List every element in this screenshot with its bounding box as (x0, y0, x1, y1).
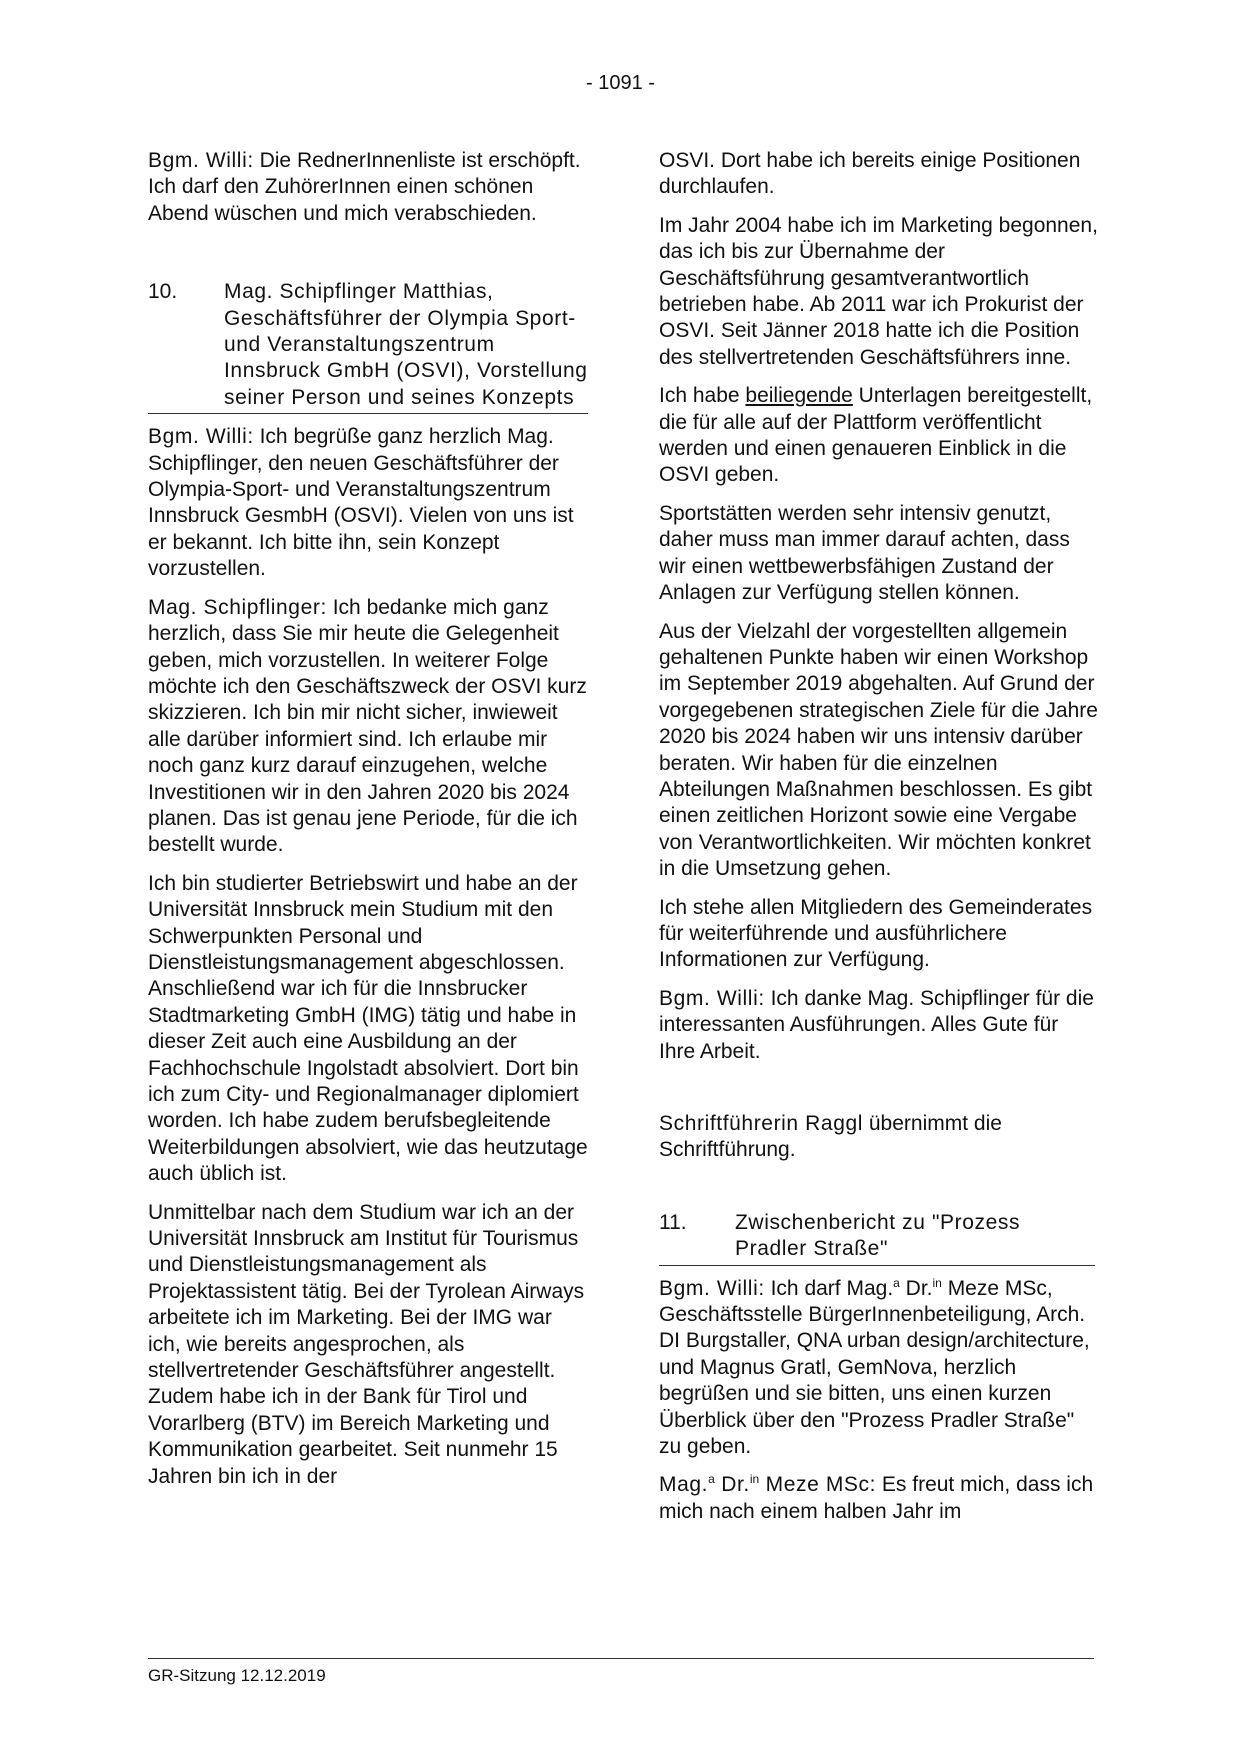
paragraph: Aus der Vielzahl der vorgestellten allgemein gehaltenen Punkte haben wir einen Workshop im September 2019 abgehalten. Auf Grund der vorgegebenen strategischen Ziele für die Jahre 2020 bis 2024 haben wir uns intensiv darüber beraten. Wir haben für die einzelnen Abteilungen Maßnahmen beschlossen. Es gibt einen zeitlichen Horizont sowie eine Vergabe von Verantwortlichkeiten. Wir möchten konkret in die Umsetzung gehen. (659, 619, 1098, 881)
footer-text: GR-Sitzung 12.12.2019 (148, 1666, 326, 1685)
speaker-name: Meze MSc: (759, 1473, 877, 1497)
paragraph-text: Ich danke Mag. Schipflinger für die interessanten Ausführungen. Alles Gute für Ihre Arbeit. (659, 986, 1094, 1063)
speaker-name: Bgm. Willi: (148, 149, 254, 172)
paragraph-text: Ich habe (659, 384, 746, 408)
speaker-name: Mag. Schipflinger: (148, 595, 327, 619)
speaker-name: Schriftführerin Raggl (659, 1112, 864, 1135)
paragraph (659, 1472, 1099, 1525)
paragraph-text: übernimmt die Schriftführung. (659, 1112, 1002, 1162)
paragraph (659, 986, 1099, 1065)
paragraph (148, 148, 588, 227)
paragraph-text: Unterlagen bereitgestellt, die für alle auf der Plattform veröffentlicht werden und einen genaueren Einblick in die OSVI geben. (659, 384, 1093, 487)
agenda-item-title: Mag. Schipflinger Matthias, Geschäftsführer der Olympia Sport- und Veranstaltungszentrum Innsbruck GmbH (OSVI), Vorstellung seiner Person und seines Konzepts (224, 280, 588, 409)
speaker-name: Mag. (659, 1473, 709, 1497)
paragraph: Sportstätten werden sehr intensiv genutzt, daher muss man immer darauf achten, dass wir einen wettbewerbsfähigen Zustand der Anlagen zur Verfügung stellen können. (659, 501, 1070, 605)
paragraph: OSVI. Dort habe ich bereits einige Positionen durchlaufen. (659, 149, 1081, 199)
paragraph (148, 424, 588, 582)
agenda-item-11 (659, 1210, 1095, 1266)
paragraph (659, 383, 1099, 489)
speaker-name: Bgm. Willi: (659, 986, 765, 1010)
superscript: in (749, 1472, 760, 1487)
speaker-name: Dr. (714, 1473, 750, 1497)
paragraph-text: Ich bedanke mich ganz herzlich, dass Sie mir heute die Gelegenheit geben, mich vorzustellen. In weiterer Folge möchte ich den Geschäftszweck der OSVI kurz skizzieren. Ich bin mir nicht sicher, inwieweit alle darüber informiert sind. Ich erlaube mir noch ganz kurz darauf einzugehen, welche Investitionen wir in den Jahren 2020 bis 2024 planen. Das ist genau jene Periode, für die ich bestellt wurde. (148, 595, 587, 857)
superscript: in (932, 1275, 942, 1290)
paragraph (659, 1111, 1099, 1164)
paragraph (148, 595, 588, 859)
agenda-item-number: 11. (659, 1210, 687, 1234)
paragraph-text: Die RednerInnenliste ist erschöpft. Ich darf den ZuhörerInnen einen schönen Abend wüschen und mich verabschieden. (148, 149, 581, 225)
superscript: a (893, 1275, 900, 1290)
footer-divider (148, 1658, 1094, 1659)
paragraph: Unmittelbar nach dem Studium war ich an der Universität Innsbruck am Institut für Tourismus und Dienstleistungsmanagement als Projektassistent tätig. Bei der Tyrolean Airways arbeitete ich im Marketing. Bei der IMG war ich, wie bereits angesprochen, als stellvertretender Geschäftsführer angestellt. Zudem habe ich in der Bank für Tirol und Vorarlberg (BTV) im Bereich Marketing und Kommunikation gearbeitet. Seit nunmehr 15 Jahren bin ich in der (148, 1200, 585, 1488)
paragraph-text: Meze MSc, Geschäftsstelle BürgerInnenbeteiligung, Arch. DI Burgstaller, QNA urban design/architecture, und Magnus Gratl, GemNova, herzlich begrüßen und sie bitten, uns einen kurzen Überblick über den "Prozess Pradler Straße" zu geben. (659, 1276, 1090, 1459)
right-column (659, 148, 1099, 1537)
paragraph-text: Dr. (899, 1276, 933, 1300)
agenda-item-number: 10. (148, 280, 178, 304)
paragraph: Ich bin studierter Betriebswirt und habe an der Universität Innsbruck mein Studium mit den Schwerpunkten Personal und Dienstleistungsmanagement abgeschlossen. Anschließend war ich für die Innsbrucker Stadtmarketing GmbH (IMG) tätig und habe in dieser Zeit auch eine Ausbildung an der Fachhochschule Ingolstadt absolviert. Dort bin ich zum City- und Regionalmanager diplomiert worden. Ich habe zudem berufsbegleitende Weiterbildungen absolviert, wie das heutzutage auch üblich ist. (148, 871, 588, 1186)
paragraph-text: Ich darf Mag. (764, 1276, 894, 1300)
speaker-name: Bgm. Willi: (659, 1276, 765, 1300)
agenda-item-title: Zwischenbericht zu "Prozess Pradler Straße" (735, 1210, 1021, 1261)
agenda-item-10 (148, 279, 588, 414)
superscript: a (708, 1472, 715, 1487)
paragraph: Ich stehe allen Mitgliedern des Gemeinderates für weiterführende und ausführlichere Informationen zur Verfügung. (659, 895, 1093, 972)
paragraph (659, 1276, 1099, 1461)
speaker-name: Bgm. Willi: (148, 425, 254, 449)
left-column (148, 148, 588, 1502)
attachment-link[interactable]: beiliegende (745, 384, 853, 408)
paragraph-text: Ich begrüße ganz herzlich Mag. Schipflinger, den neuen Geschäftsführer der Olympia-Sport- und Veranstaltungszentrum Innsbruck GesmbH (OSVI). Vielen von uns ist er bekannt. Ich bitte ihn, sein Konzept vorzustellen. (148, 425, 574, 581)
paragraph-text: Es freut mich, dass ich mich nach einem halben Jahr im (659, 1473, 1094, 1523)
page-number: - 1091 - (586, 72, 655, 94)
paragraph: Im Jahr 2004 habe ich im Marketing begonnen, das ich bis zur Übernahme der Geschäftsführung gesamtverantwortlich betrieben habe. Ab 2011 war ich Prokurist der OSVI. Seit Jänner 2018 hatte ich die Position des stellvertretenden Geschäftsführers inne. (659, 213, 1098, 369)
